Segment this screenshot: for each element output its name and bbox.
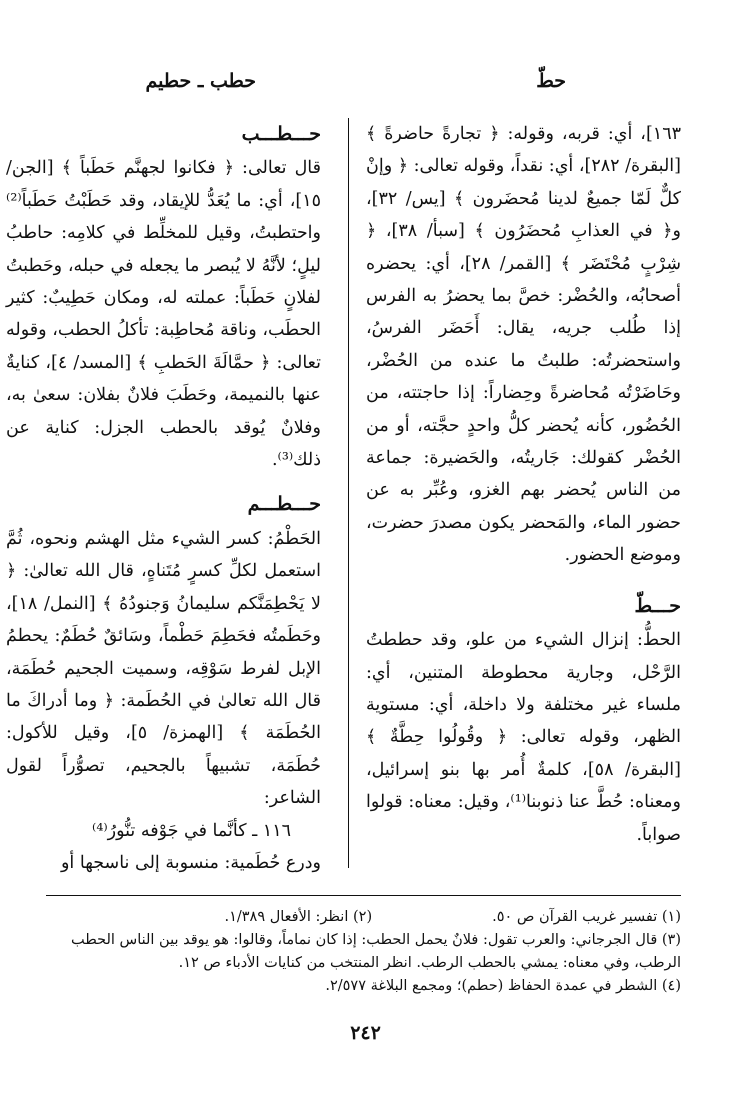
footnote-separator bbox=[46, 895, 681, 896]
footnote-4: (٤) الشطر في عمدة الحفاظ (حطم)؛ ومجمع البلاغة ٢/٥٧٧. bbox=[325, 978, 681, 994]
entry-heading-hatab: حـــطـــب bbox=[241, 123, 321, 145]
entry-heading-hatt: حـــطّ bbox=[634, 594, 681, 617]
footnote-2: (٢) انظر: الأفعال ١/٣٨٩. bbox=[224, 909, 373, 925]
right-paragraph-2: الحطُّ: إنزال الشيء من علو، وقد حططتُ الرَّحْل، وجارية محطوطة المتنين، أي: ملساء غير مختلفة ولا داخلة، أي: مستوية الظهر، وقوله تعالى: ﴿ وقُولُوا حِطَّةٌ ﴾ [البقرة/ ٥٨]، كلمةٌ أُمر بها بنو إسرائيل، ومعناه: حُطَّ عنا ذنوبنا⁽¹⁾، وقيل: معناه: قولوا صواباً. bbox=[366, 630, 682, 845]
running-header-left: حطب ـ حطيم bbox=[145, 70, 256, 92]
footnote-3: (٣) قال الجرجاني: والعرب تقول: فلانٌ يحمل الحطب: إذا كان نماماً، وقالوا: هو يوقد بين الناس الحطب الرطب، وفي معناه: يمشي بالحطب الرطب. انظر المنتخب من كنايات الأدباء ص ١٢. bbox=[70, 932, 681, 971]
left-column bbox=[6, 118, 321, 879]
left-paragraph-1: قال تعالى: ﴿ فكانوا لجهنَّم حَطَباً ﴾ [الجن/ ١٥]، أي: ما يُعَدُّ للإيقاد، وقد حَطَبْتُ حَطَباً⁽²⁾ واحتطبتُ، وقيل للمخلِّط في كلامِه: حاطبُ ليلٍ؛ لأنَّهُ لا يُبصر ما يجعله في حبله، وحَطبتُ لفلانٍ حَطَباً: عملته له، ومكان حَطِيبٌ: كثير الحطَب، وناقة مُحاطِبة: تأكلُ الحطب، وقوله تعالى: ﴿ حمَّالَةَ الحَطبِ ﴾ [المسد/ ٤]، كنايةٌ عنها بالنميمة، وحَطَبَ فلانٌ بفلان: سعىٰ به، وفلانٌ يُوقد بالحطب الجزل: كناية عن ذلك⁽³⁾. bbox=[6, 158, 321, 471]
right-paragraph-1: ١٦٣]، أي: قربه، وقوله: ﴿ تجارةً حاضرةً ﴾ [البقرة/ ٢٨٢]، أي: نقداً، وقوله تعالى: ﴿ وإنْ كلٌّ لَمّا جميعٌ لدينا مُحضَرون ﴾ [يس/ ٣٢]، و﴿ في العذابِ مُحضَرُون ﴾ [سبأ/ ٣٨]، ﴿ شِرْبٍ مُحْتَضَر ﴾ [القمر/ ٢٨]، أي: يحضره أصحابُه، والحُضْر: خصَّ بما يحضرُ به الفرس إذا طُلب جريه، يقال: أَحَضَر الفرسُ، واستحضرتُه: طلبتُ ما عنده من الحُضْر، وحَاضَرْتُه مُحاضرةً وحِضاراً: إذا حاجتته، من الحُضُور، كأنه يُحضر كلُّ واحدٍ حجَّته، أو من الحُضْر كقولك: جَاريتُه، والحَضيرة: جماعة من الناس يُحضر بهم الغزو، وعُبِّر به عن حضور الماء، والمَحضر يكون مصدرَ حضرت، وموضع الحضور. bbox=[366, 124, 682, 566]
entry-heading-hatam: حـــطـــم bbox=[247, 493, 321, 516]
left-paragraph-3: ودرع حُطَمية: منسوبة إلى ناسجها أو bbox=[60, 852, 321, 873]
page-number: ٢٤٢ bbox=[350, 1022, 381, 1044]
poetry-verse: ١١٦ ـ كأنَّما في جَوْفه تنُّورُ⁽⁴⁾ bbox=[92, 820, 291, 841]
left-paragraph-2: الحَطْمُ: كسر الشيء مثل الهشم ونحوه، ثُمَّ استعمل لكلِّ كسرٍ مُتَناهٍ، قال الله تعالىٰ: ﴿ لا يَحْطِمَنَّكم سليمانُ وَجنودُهُ ﴾ [النمل/ ١٨]، وحَطَمتُه فحَطِمَ حَطْماً، وسَائقٌ حُطَمٌ: يحطمُ الإبل لفرط سَوْقِه، وسميت الجحيم حُطَمَة، قال الله تعالىٰ في الحُطَمة: ﴿ وما أدراكَ ما الحُطَمَة ﴾ [الهمزة/ ٥]، وقيل للأكول: حُطَمَة، تشبيهاً بالجحيم، تصوُّراً لقول الشاعر: bbox=[6, 528, 321, 809]
running-header-right: حطّ bbox=[536, 70, 566, 92]
footnote-1: (١) تفسير غريب القرآن ص ٥٠. bbox=[492, 909, 681, 925]
column-divider bbox=[348, 118, 350, 868]
right-column bbox=[366, 118, 681, 851]
footnotes bbox=[41, 906, 681, 998]
